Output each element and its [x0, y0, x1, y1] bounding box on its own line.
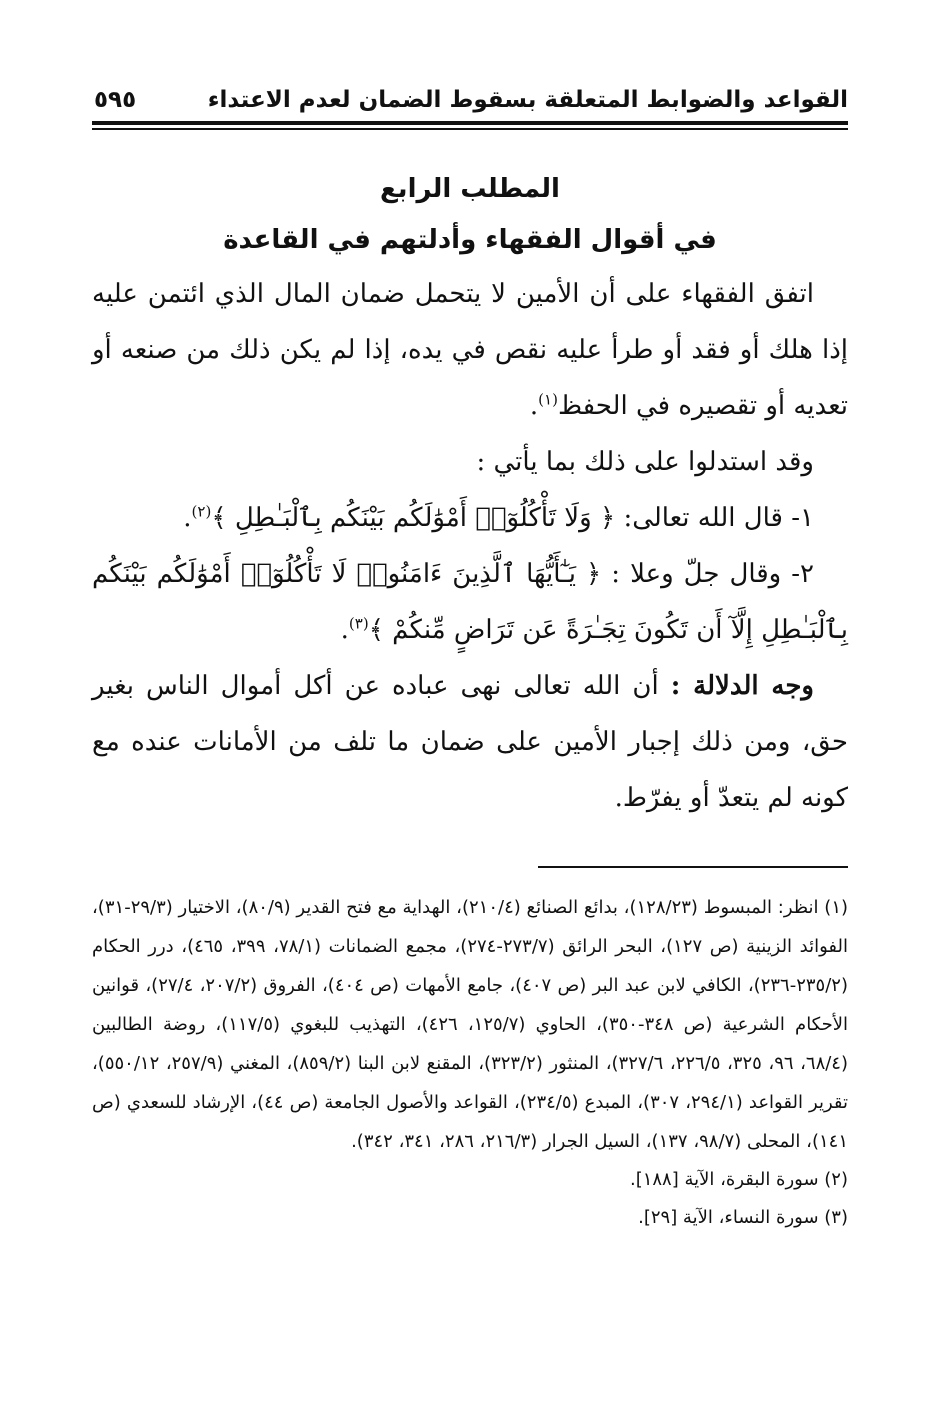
- page-number: ٥٩٥: [94, 87, 137, 113]
- footnote-1: (١) انظر: المبسوط (١٢٨/٢٣)، بدائع الصنائع (٢١٠/٤)، الهداية مع فتح القدير (٨٠/٩)، الاختيار (٢٩/٣-٣١)، الفوائد الزينية (ص ١٢٧)، البحر الرائق (٢٧٣/٧-٢٧٤)، مجمع الضمانات (٧٨/١، ٣٩٩، ٤٦٥)، درر الحكام (٢٣٥/٢-٢٣٦)، الكافي لابن عبد البر (ص ٤٠٧)، جامع الأمهات (ص ٤٠٤)، الفروق (٢٠٧/٢، ٢٧/٤)، قوانين الأحكام الشرعية (ص ٣٤٨-٣٥٠)، الحاوي (١٢٥/٧، ٤٢٦)، التهذيب للبغوي (١١٧/٥)، روضة الطالبين (٦٨/٤، ٩٦، ٣٢٥، ٢٢٦/٥، ٣٢٧/٦)، المنثور (٣٢٣/٢)، المقنع لابن البنا (٨٥٩/٢)، المغني (٢٥٧/٩، ٥٥٠/١٢)، تقرير القواعد (٢٩٤/١، ٣٠٧)، المبدع (٢٣٤/٥)، القواعد والأصول الجامعة (ص ٤٤)، الإرشاد للسعدي (ص ١٤١)، المحلى (٩٨/٧، ١٣٧)، السيل الجرار (٢١٦/٣، ٢٨٦، ٣٤١، ٣٤٢).: [92, 896, 849, 1152]
- footnotes: [92, 888, 848, 1237]
- paragraph-evidence-2: [92, 546, 848, 658]
- section-subtitle: في أقوال الفقهاء وأدلتهم في القاعدة: [223, 225, 717, 255]
- paragraph-agreement: [92, 266, 848, 434]
- quran-verse-2: ﴿ يَـٰٓأَيُّهَا ٱلَّذِينَ ءَامَنُوا۟ لَا تَأْكُلُوٓا۟ أَمْوَٰلَكُم بَيْنَكُم بِٱلْبَـٰطِلِ إِلَّآ أَن تَكُونَ تِجَـٰرَةً عَن تَرَاضٍ مِّنكُمْ ﴾: [92, 559, 848, 645]
- footnote-separator: [538, 866, 848, 868]
- footnote-ref-1: (١): [538, 390, 558, 409]
- paragraph-inference: [92, 658, 848, 826]
- evidence-1-prefix: ١- قال الله تعالى:: [615, 503, 814, 533]
- header-rule-thin: [92, 128, 848, 130]
- running-title: القواعد والضوابط المتعلقة بسقوط الضمان لعدم الاعتداء: [207, 87, 848, 113]
- evidence-2-prefix: ٢- وقال جلّ وعلا :: [601, 559, 815, 589]
- inference-term: وجه الدلالة :: [670, 671, 814, 701]
- paragraph-agreement-text: اتفق الفقهاء على أن الأمين لا يتحمل ضمان المال الذي ائتمن عليه إذا هلك أو فقد أو طرأ عليه نقص في يده، إذا لم يكن ذلك من صنعه أو تعديه أو تقصيره في الحفظ: [92, 279, 848, 421]
- page-header: [92, 82, 848, 122]
- footnote-3: (٣) سورة النساء، الآية [٢٩].: [638, 1206, 848, 1228]
- footnote-2: (٢) سورة البقرة، الآية [١٨٨].: [629, 1168, 848, 1190]
- inference-text: أن الله تعالى نهى عباده عن أكل أموال الناس بغير حق، ومن ذلك إجبار الأمين على ضمان ما تلف من الأمانات عنده مع كونه لم يتعدّ أو يفرّط.: [92, 671, 848, 813]
- section-title: المطلب الرابع: [380, 174, 560, 204]
- footnote-ref-3: (٣): [348, 614, 369, 633]
- main-text: [92, 266, 848, 826]
- header-rule-thick: [92, 121, 848, 125]
- book-page: [92, 82, 848, 1237]
- quran-verse-1: ﴿ وَلَا تَأْكُلُوٓا۟ أَمْوَٰلَكُم بَيْنَكُم بِٱلْبَـٰطِلِ ﴾: [211, 503, 616, 533]
- paragraph-agreement-end: .: [529, 391, 539, 421]
- paragraph-evidence-1: [92, 490, 848, 546]
- paragraph-evidence-intro: وقد استدلوا على ذلك بما يأتي :: [476, 447, 814, 477]
- footnote-ref-2: (٢): [191, 502, 212, 521]
- evidence-1-end: .: [183, 503, 192, 533]
- evidence-2-end: .: [340, 615, 349, 645]
